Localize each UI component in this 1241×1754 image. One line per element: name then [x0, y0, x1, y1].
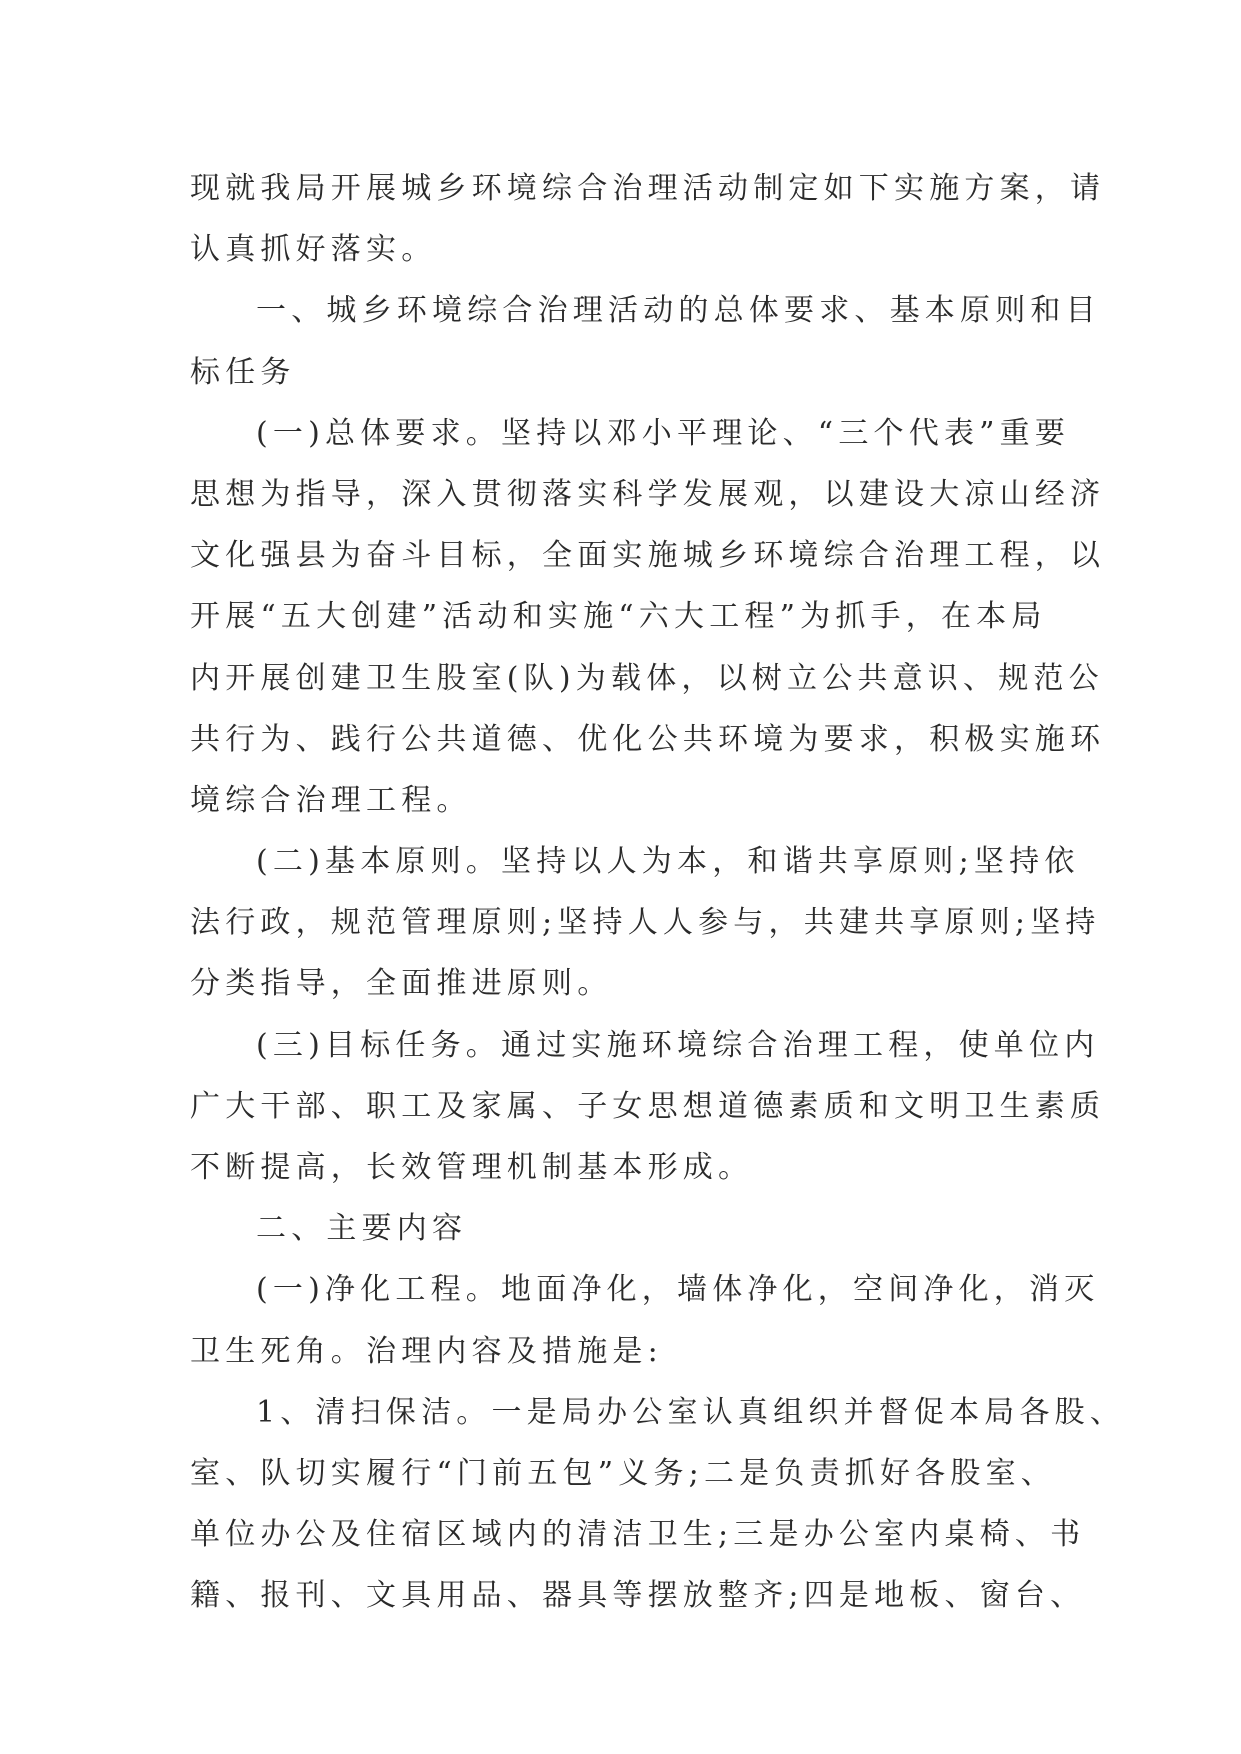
section-heading-2: 二、主要内容: [256, 1211, 468, 1247]
paragraph-general-requirements: (一)总体要求。坚持以邓小平理论、“三个代表”重要: [256, 415, 1071, 451]
text-line: 分类指导，全面推进原则。: [190, 966, 613, 1002]
paragraph-cleaning: 1、清扫保洁。一是局办公室认真组织并督促本局各股、: [256, 1394, 1126, 1430]
text-line: 籍、报刊、文具用品、器具等摆放整齐;四是地板、窗台、: [190, 1578, 1086, 1614]
text-line: 境综合治理工程。: [190, 782, 472, 818]
text-line: 法行政，规范管理原则;坚持人人参与，共建共享原则;坚持: [190, 905, 1101, 941]
text-line: 不断提高，长效管理机制基本形成。: [190, 1150, 754, 1185]
section-heading-1-cont: 标任务: [190, 354, 296, 390]
paragraph-purification-project: (一)净化工程。地面净化，墙体净化，空间净化，消灭: [256, 1272, 1100, 1308]
text-line: 卫生死角。治理内容及措施是:: [190, 1333, 663, 1369]
paragraph-target-tasks: (三)目标任务。通过实施环境综合治理工程，使单位内: [256, 1027, 1100, 1063]
document-body: [190, 158, 1126, 1627]
text-line: 思想为指导，深入贯彻落实科学发展观，以建设大凉山经济: [190, 476, 1106, 512]
text-line: 认真抓好落实。: [190, 232, 437, 268]
paragraph-basic-principles: (二)基本原则。坚持以人为本，和谐共享原则;坚持依: [256, 844, 1080, 880]
text-line: 单位办公及住宿区域内的清洁卫生;三是办公室内桌椅、书: [190, 1517, 1086, 1553]
text-line: 内开展创建卫生股室(队)为载体，以树立公共意识、规范公: [190, 660, 1104, 696]
text-line: 现就我局开展城乡环境综合治理活动制定如下实施方案，请: [190, 171, 1106, 206]
section-heading-1: 一、城乡环境综合治理活动的总体要求、基本原则和目: [256, 293, 1101, 329]
text-line: 广大干部、职工及家属、子女思想道德素质和文明卫生素质: [190, 1088, 1106, 1124]
text-line: 室、队切实履行“门前五包”义务;二是负责抓好各股室、: [190, 1455, 1056, 1491]
text-line: 文化强县为奋斗目标，全面实施城乡环境综合治理工程，以: [190, 538, 1106, 574]
text-line: 共行为、践行公共道德、优化公共环境为要求，积极实施环: [190, 721, 1106, 757]
text-line: 开展“五大创建”活动和实施“六大工程”为抓手，在本局: [190, 599, 1047, 635]
